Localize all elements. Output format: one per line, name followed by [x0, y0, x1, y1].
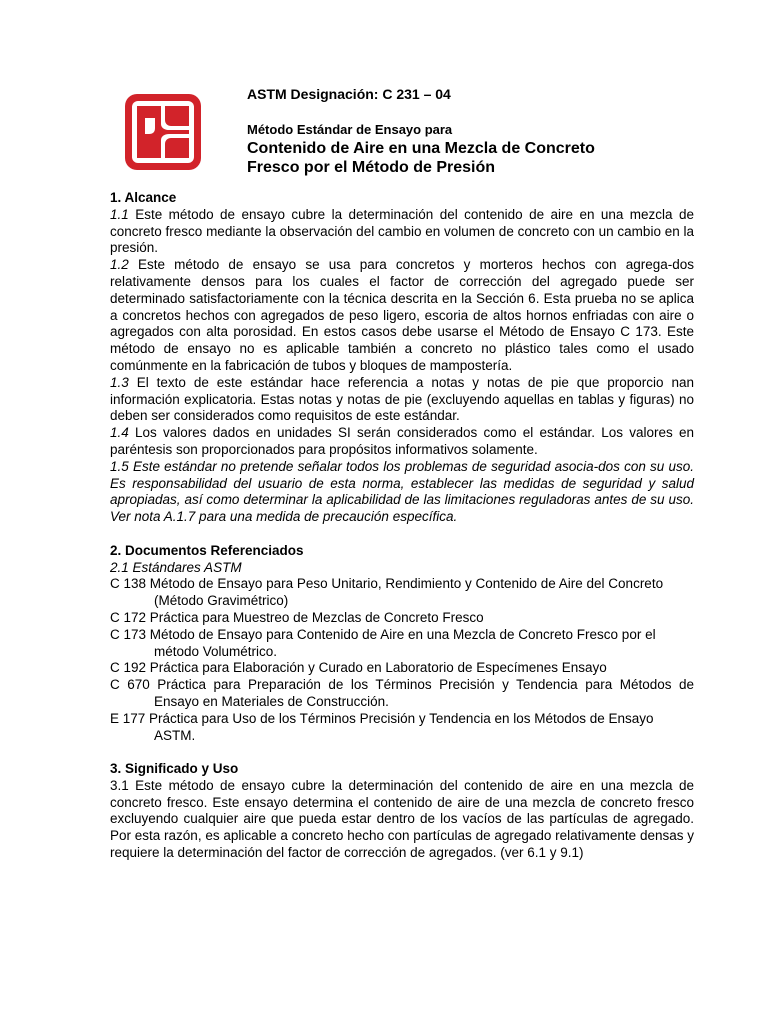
reference-item: C 138 Método de Ensayo para Peso Unitario, Rendimiento y Contenido de Aire del Concreto (Método Gravimétrico) — [110, 576, 664, 609]
section-1-heading: 1. Alcance — [110, 190, 177, 205]
paragraph-1-4: 1.4 Los valores dados en unidades SI serán considerados como el estándar. Los valores en paréntesis son proporcionados para propósitos informativos solamente. — [110, 425, 694, 457]
paragraph-1-2: 1.2 Este método de ensayo se usa para concretos y morteros hechos con agrega-dos relativamente densos para los cuales el factor de corrección del agregado puede ser determinado satisfactoriamente con la técnica descrita en la Sección 6. Esta prueba no se aplica a concretos hechos con agregados de peso ligero, escoria de altos hornos enfriadas con aire o agregados con alta porosidad. En estos casos debe usarse el Método de Ensayo C 173. Este método de ensayo no es aplicable también a concreto no plástico tales como el usado comúnmente en la fabricación de tubos y bloques de mampostería. — [110, 257, 694, 373]
reference-item: E 177 Práctica para Uso de los Términos Precisión y Tendencia en los Métodos de Ensayo ASTM. — [110, 710, 654, 743]
astm-designation: ASTM Designación: C 231 – 04 — [247, 86, 451, 102]
paragraph-1-5: 1.5 Este estándar no pretende señalar todos los problemas de seguridad asocia-dos con su uso. Es responsabilidad del usuario de esta norma, establecer las medidas de seguridad y salud apropiadas, así como determinar la aplicabilidad de las limitaciones reguladoras antes de su uso. Ver nota A.1.7 para una medida de precaución específica. — [110, 458, 694, 525]
document-title-line-1: Contenido de Aire en una Mezcla de Concreto — [247, 140, 595, 157]
section-2-subheading: 2.1 Estándares ASTM — [110, 559, 242, 575]
paragraph-1-3: 1.3 El texto de este estándar hace referencia a notas y notas de pie que proporcio nan información explicatoria. Estas notas y notas de pie (excluyendo aquellas en tablas y figuras) no deben ser considerados como requisitos de este estándar. — [110, 374, 694, 424]
reference-item: C 173 Método de Ensayo para Contenido de Aire en una Mezcla de Concreto Fresco por el método Volumétrico. — [110, 626, 656, 659]
document-body — [110, 190, 694, 862]
document-subtitle: Método Estándar de Ensayo para — [247, 122, 453, 137]
paragraph-3-1: 3.1 Este método de ensayo cubre la determinación del contenido de aire en una mezcla de concreto fresco. Este ensayo determina el contenido de aire de una mezcla de concreto fresco excluyendo cualquier aire que pueda estar dentro de los vacíos de las partículas de agregado. Por esta razón, es aplicable a concreto hecho con partículas de agregado relativamente densas y requiere la determinación del factor de corrección de agregados. (ver 6.1 y 9.1) — [110, 777, 694, 861]
astm-logo-icon — [125, 94, 201, 170]
reference-item: C 172 Práctica para Muestreo de Mezclas de Concreto Fresco — [110, 609, 484, 625]
reference-item: C 192 Práctica para Elaboración y Curado en Laboratorio de Especímenes Ensayo — [110, 660, 607, 676]
section-2-heading: 2. Documentos Referenciados — [110, 542, 304, 558]
document-title-line-2: Fresco por el Método de Presión — [247, 159, 496, 176]
reference-item: C 670 Práctica para Preparación de los Términos Precisión y Tendencia para Métodos de Ensayo en Materiales de Construcción. — [110, 677, 694, 709]
paragraph-1-1: 1.1 Este método de ensayo cubre la determinación del contenido de aire en una mezcla de concreto fresco mediante la observación del cambio en volumen de concreto con un cambio en la presión. — [110, 206, 694, 256]
document-header — [247, 86, 707, 177]
section-3-heading: 3. Significado y Uso — [110, 761, 239, 777]
